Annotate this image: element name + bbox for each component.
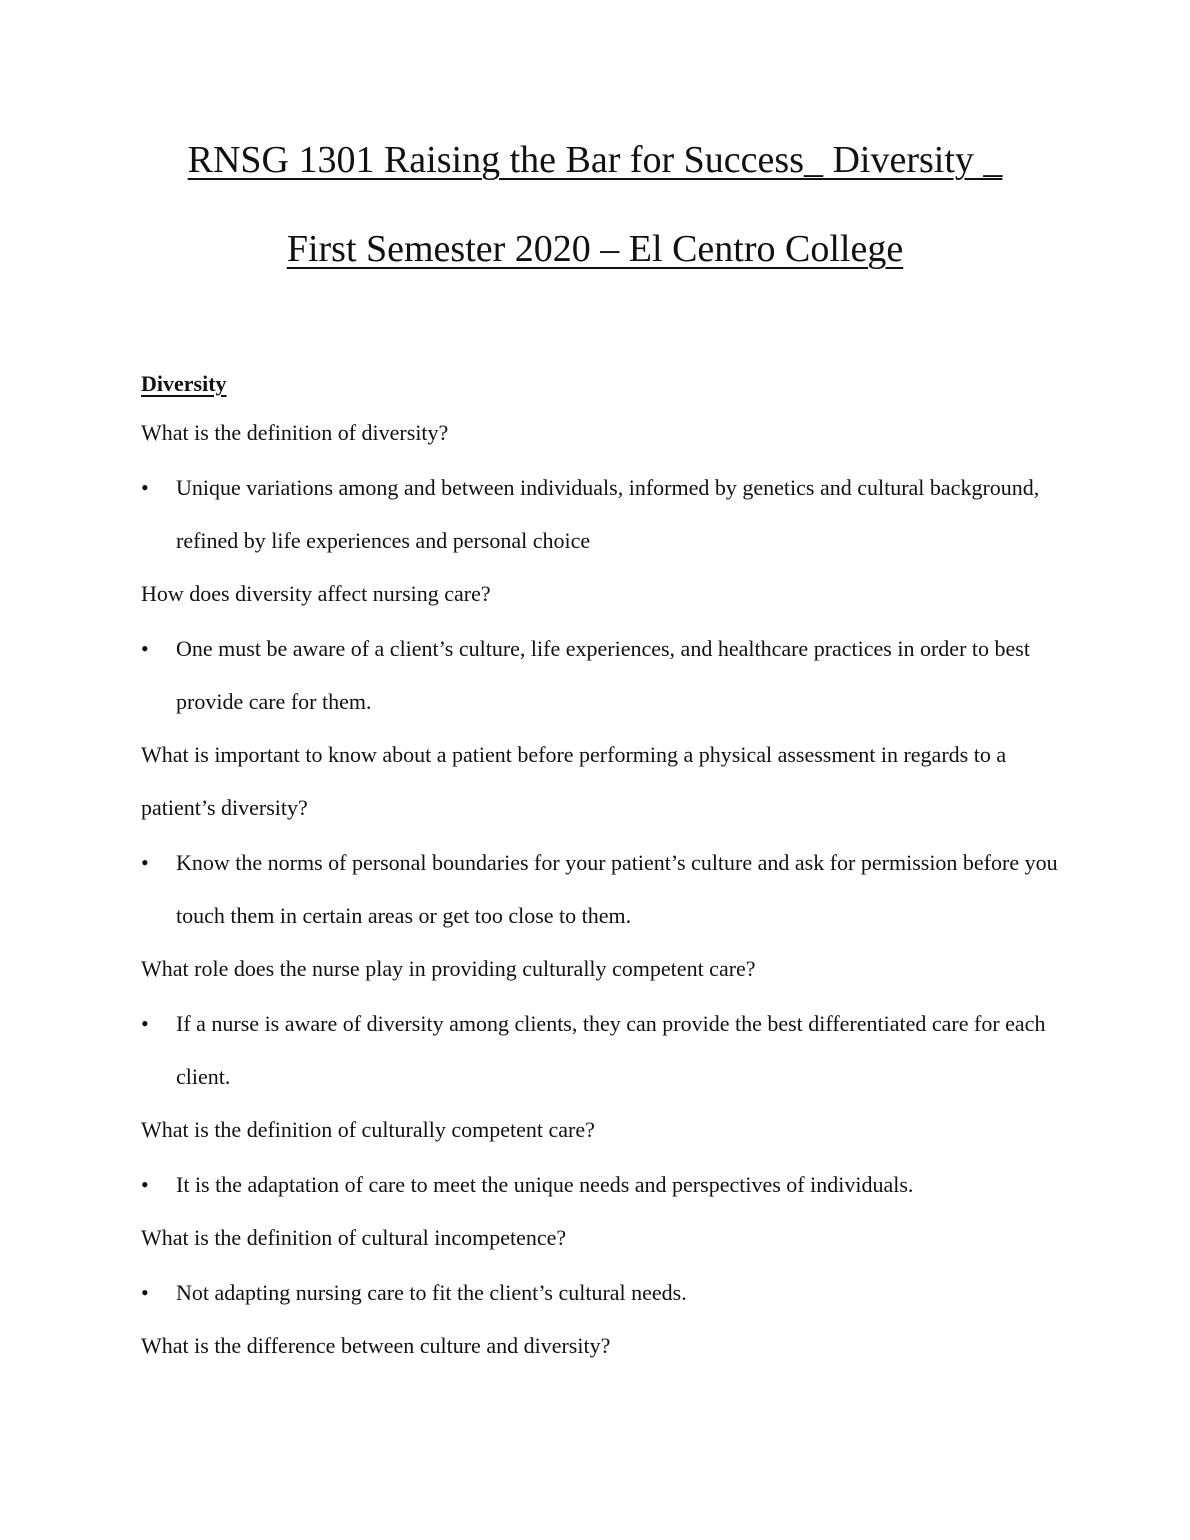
question-4: What role does the nurse play in providing culturally competent care? bbox=[141, 956, 756, 981]
answer-list-2 bbox=[141, 622, 1061, 728]
document-body bbox=[141, 368, 1061, 1372]
question-5: What is the definition of culturally competent care? bbox=[141, 1117, 595, 1142]
question-2: How does diversity affect nursing care? bbox=[141, 581, 491, 606]
answer-list-5 bbox=[141, 1158, 1061, 1211]
answer-6: • Not adapting nursing care to fit the client’s cultural needs. bbox=[141, 1266, 1061, 1319]
question-6: What is the definition of cultural incompetence? bbox=[141, 1225, 567, 1250]
answer-4: • If a nurse is aware of diversity among clients, they can provide the best differentiated care for each client. bbox=[141, 997, 1061, 1103]
answer-3: • Know the norms of personal boundaries for your patient’s culture and ask for permission before you touch them in certain areas or get too close to them. bbox=[141, 836, 1061, 942]
answer-list-1 bbox=[141, 461, 1061, 567]
answer-2: • One must be aware of a client’s culture, life experiences, and healthcare practices in order to best provide care for them. bbox=[141, 622, 1061, 728]
question-7: What is the difference between culture and diversity? bbox=[141, 1333, 611, 1358]
question-3: What is important to know about a patient before performing a physical assessment in regards to a patient’s diversity? bbox=[141, 742, 1007, 820]
answer-list-4 bbox=[141, 997, 1061, 1103]
answer-1: • Unique variations among and between individuals, informed by genetics and cultural background, refined by life experiences and personal choice bbox=[141, 461, 1061, 567]
document-title-line-2: First Semester 2020 – El Centro College bbox=[286, 228, 904, 270]
document-title-line-1: RNSG 1301 Raising the Bar for Success_ Diversity _ bbox=[187, 139, 1003, 181]
answer-list-6 bbox=[141, 1266, 1061, 1319]
section-heading: Diversity bbox=[141, 371, 227, 396]
answer-list-3 bbox=[141, 836, 1061, 942]
question-1: What is the definition of diversity? bbox=[141, 420, 449, 445]
answer-5: • It is the adaptation of care to meet the unique needs and perspectives of individuals. bbox=[141, 1158, 1061, 1211]
